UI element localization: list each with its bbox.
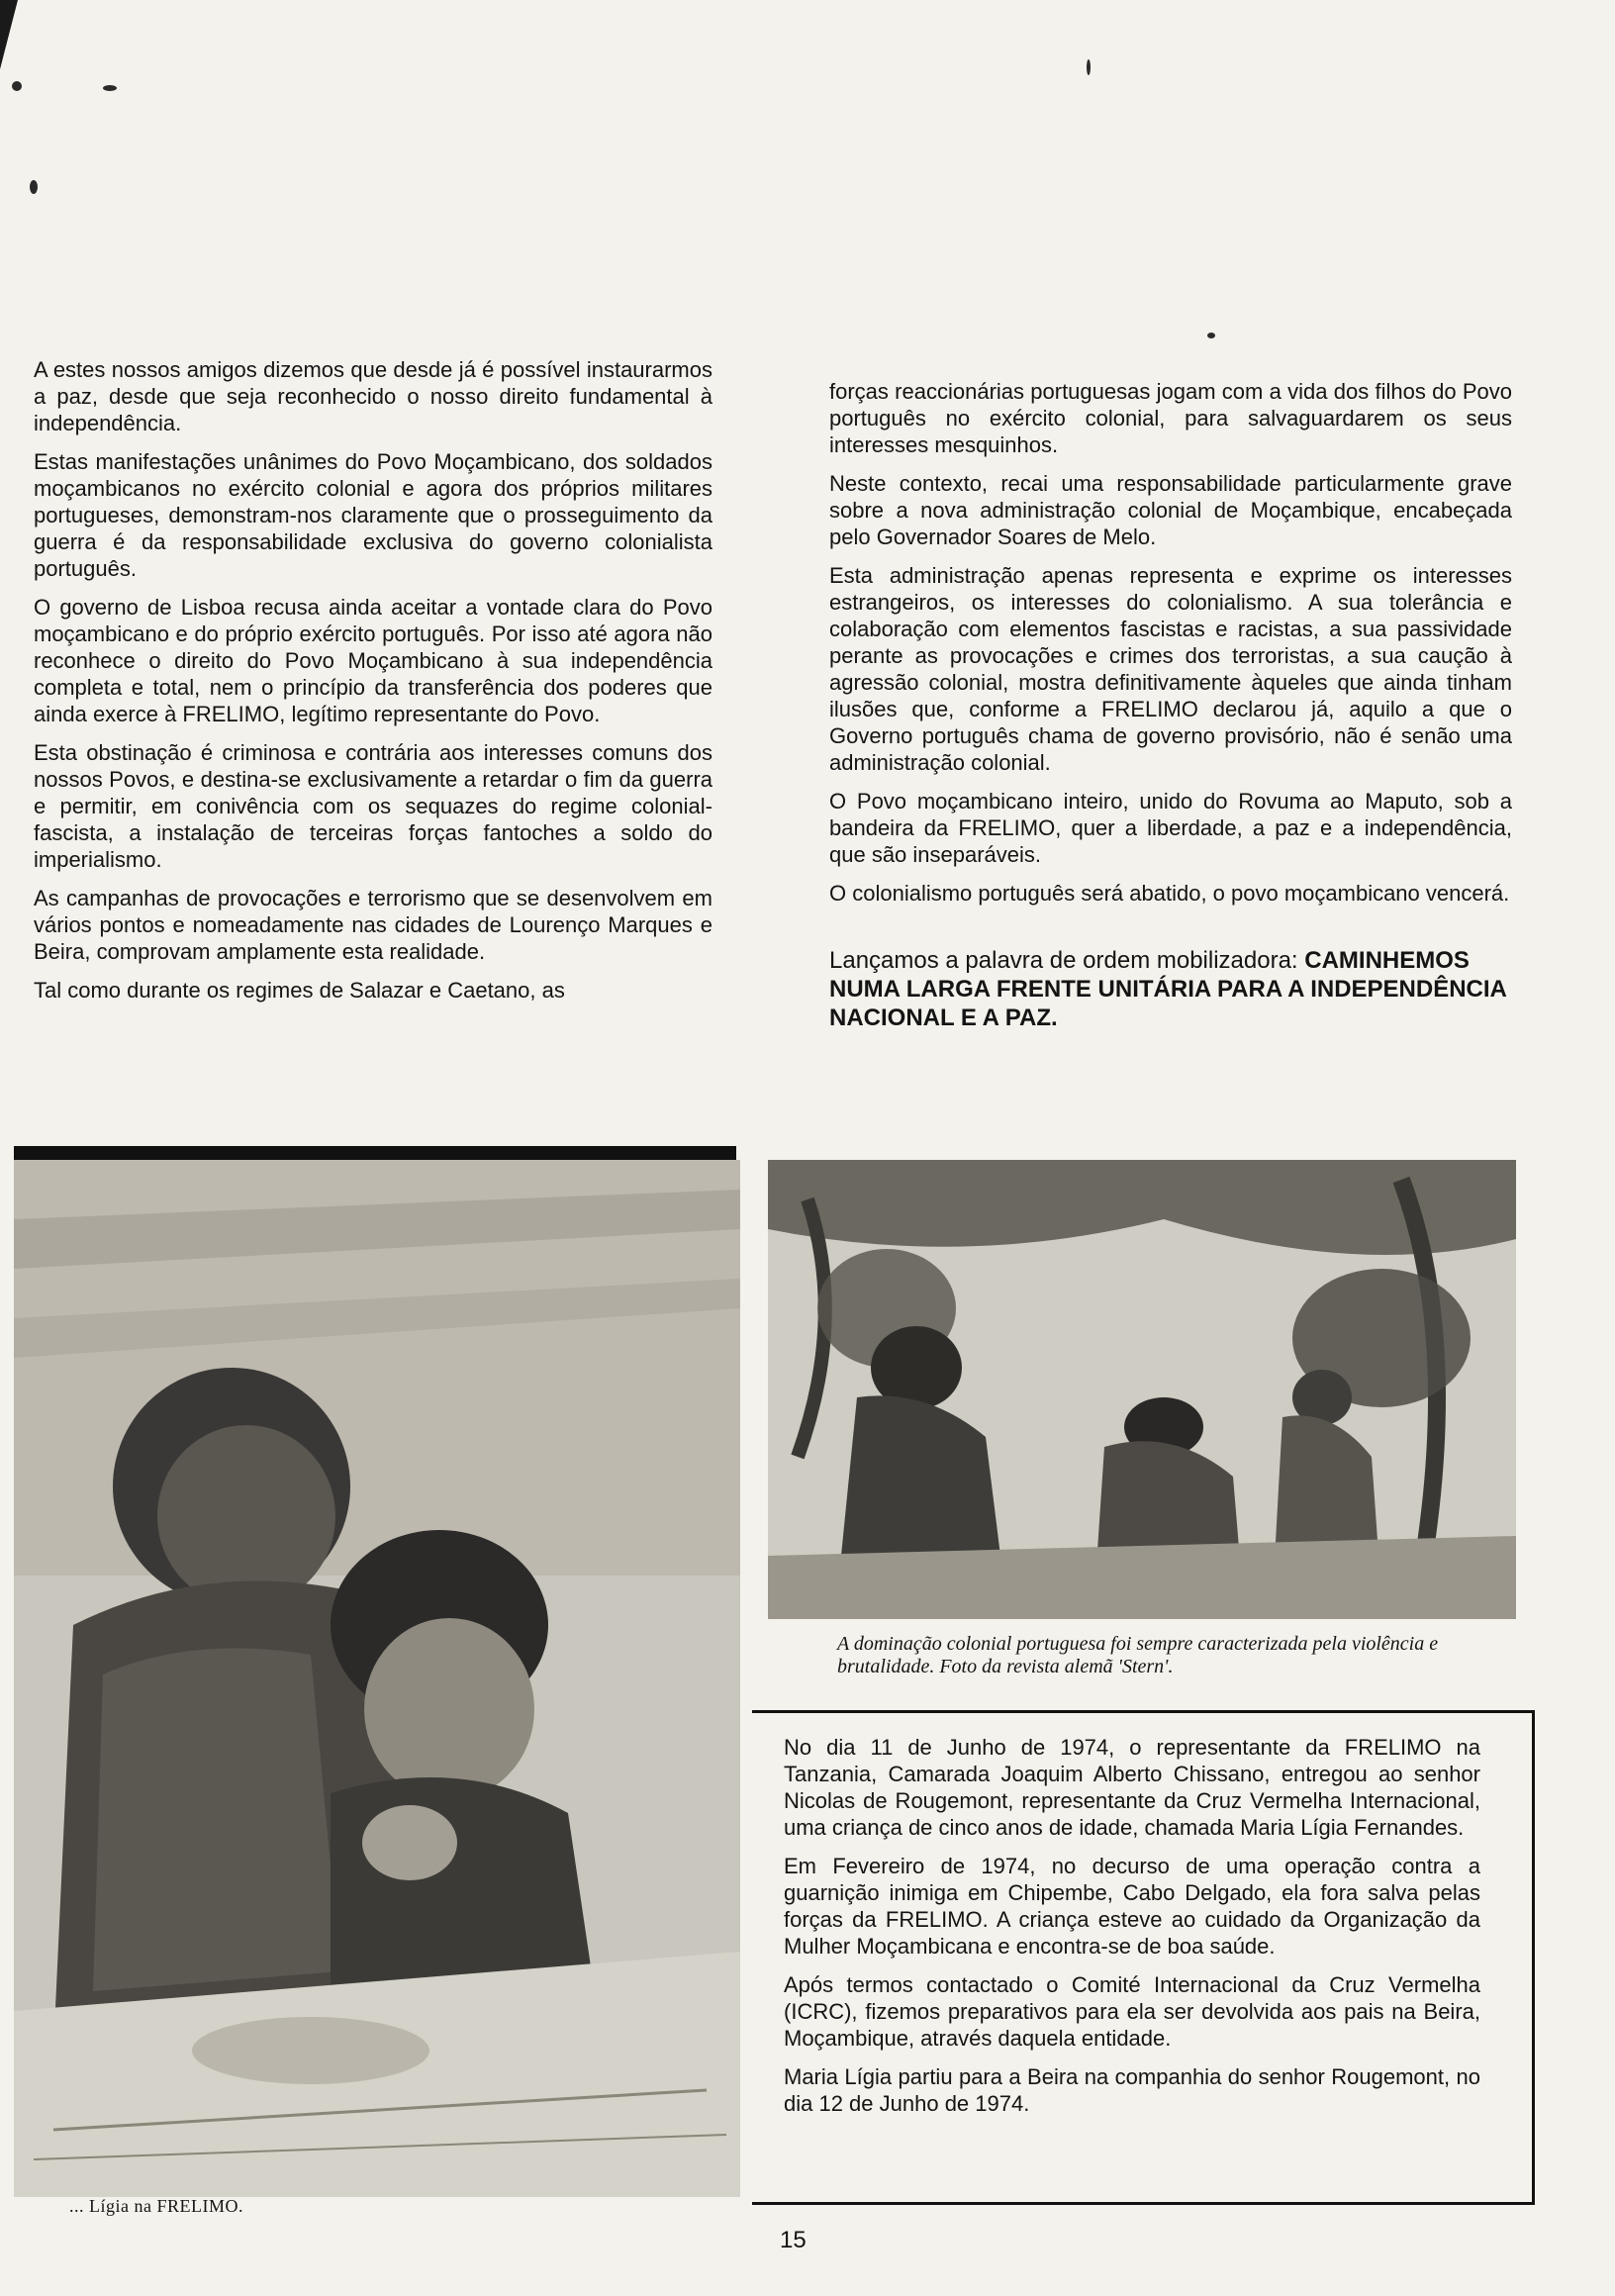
left-column [34, 356, 712, 1015]
photo-caption-left: ... Lígia na FRELIMO. [69, 2196, 243, 2216]
photo-image [768, 1160, 1516, 1619]
paragraph: Tal como durante os regimes de Salazar e Caetano, as [34, 978, 565, 1003]
paragraph: Neste contexto, recai uma responsabilidade particularmente grave sobre a nova administração colonial de Moçambique, encabeçada pelo Governador Soares de Melo. [829, 471, 1512, 549]
photo-image [14, 1160, 740, 2197]
paragraph: Após termos contactado o Comité Internacional da Cruz Vermelha (ICRC), fizemos preparativos para ela ser devolvida aos pais na Beira, Moçambique, através daquela entidade. [784, 1972, 1480, 2051]
paragraph: No dia 11 de Junho de 1974, o representante da FRELIMO na Tanzania, Camarada Joaquim Alberto Chissano, entregou ao senhor Nicolas de Rougemont, representante da Cruz Vermelha Internacional, uma criança de cinco anos de idade, chamada Maria Lígia Fernandes. [784, 1735, 1480, 1840]
scan-speck [103, 85, 117, 91]
paragraph: Maria Lígia partiu para a Beira na companhia do senhor Rougemont, no dia 12 de Junho de 1974. [784, 2064, 1480, 2116]
paragraph: O colonialismo português será abatido, o povo moçambicano vencerá. [829, 881, 1510, 906]
slogan-caps: CAMINHEMOS NUMA LARGA FRENTE UNITÁRIA PARA A INDEPENDÊNCIA NACIONAL E A PAZ. [829, 947, 1506, 1031]
scan-corner-mark [0, 0, 18, 69]
paragraph: O governo de Lisboa recusa ainda aceitar a vontade clara do Povo moçambicano e do próprio exército português. Por isso até agora não reconhece o direito do Povo Moçambicano à sua independência completa e total, nem o princípio da transferência dos poderes que ainda exerce à FRELIMO, legítimo representante do Povo. [34, 595, 712, 726]
paragraph: O Povo moçambicano inteiro, unido do Rovuma ao Maputo, sob a bandeira da FRELIMO, quer a liberdade, a paz e a independência, que são inseparáveis. [829, 789, 1512, 867]
paragraph: forças reaccionárias portuguesas jogam com a vida dos filhos do Povo português no exército colonial, para salvaguardarem os seus interesses mesquinhos. [829, 379, 1512, 457]
paragraph: Estas manifestações unânimes do Povo Moçambicano, dos soldados moçambicanos no exército colonial e agora dos próprios militares portugueses, demonstram-nos claramente que o prosseguimento da guerra é da responsabilidade exclusiva do governo colonialista português. [34, 449, 712, 581]
paragraph: Esta administração apenas representa e exprime os interesses estrangeiros, os interesses do colonialismo. A sua tolerância e colaboração com elementos fascistas e racistas, a sua passividade perante as provocações e crimes dos terroristas, a sua caução à agressão colonial, mostra definitivamente àqueles que ainda tinham ilusões que, conforme a FRELIMO declarou já, aquilo a que o Governo português chama de governo provisório, não é senão uma administração colonial. [829, 563, 1512, 775]
slogan-lead: Lançamos a palavra de ordem mobilizadora: [829, 947, 1298, 974]
photo-caption-right: A dominação colonial portuguesa foi sempre caracterizada pela violência e brutalidade. Foto da revista alemã 'Stern'. [837, 1633, 1439, 1677]
paragraph: Esta obstinação é criminosa e contrária aos interesses comuns dos nossos Povos, e destina-se exclusivamente a retardar o fim da guerra e permitir, em conivência com os sequazes do regime colonial-fascista, a instalação de terceiras forças fantoches a soldo do imperialismo. [34, 740, 712, 872]
right-column [829, 378, 1512, 1044]
scan-speck [1207, 333, 1215, 338]
scan-speck [1087, 59, 1091, 75]
horizontal-rule [14, 1146, 736, 1160]
boxed-article [784, 1734, 1480, 2129]
scan-speck [30, 180, 38, 194]
page-number: 15 [780, 2227, 807, 2253]
photo-colonial-soldiers [768, 1160, 1516, 1619]
paragraph: As campanhas de provocações e terrorismo que se desenvolvem em vários pontos e nomeadamente nas cidades de Lourenço Marques e Beira, comprovam amplamente esta realidade. [34, 886, 712, 964]
slogan [829, 946, 1512, 1032]
paragraph: A estes nossos amigos dizemos que desde já é possível instaurarmos a paz, desde que seja reconhecido o nosso direito fundamental à independência. [34, 357, 712, 435]
paragraph: Em Fevereiro de 1974, no decurso de uma operação contra a guarnição inimiga em Chipembe, Cabo Delgado, ela fora salva pelas forças da FRELIMO. A criança esteve ao cuidado da Organização da Mulher Moçambicana e encontra-se de boa saúde. [784, 1854, 1480, 1959]
scan-speck [12, 81, 22, 91]
photo-man-and-child [14, 1160, 740, 2197]
